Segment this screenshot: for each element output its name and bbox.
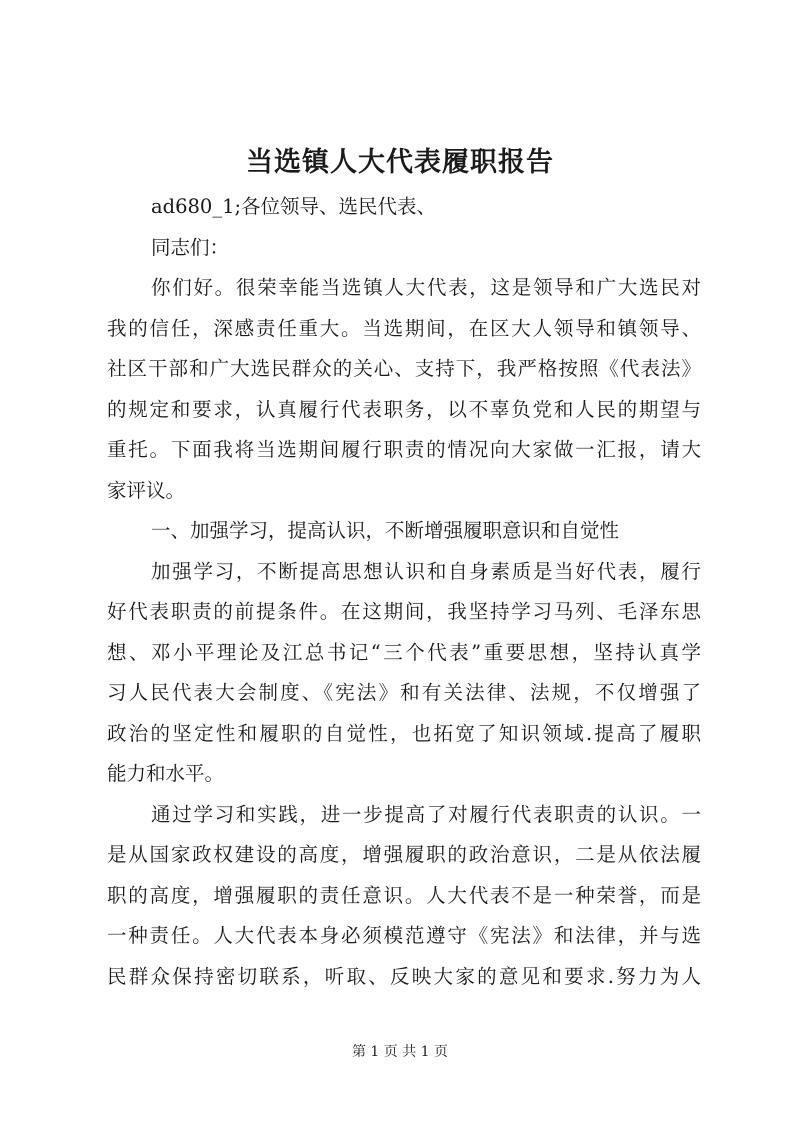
paragraph-line: 的规定和要求，认真履行代表职务，以不辜负党和人民的期望与 [107,397,701,421]
paragraph-line: 通过学习和实践，进一步提高了对履行代表职责的认识。一 [151,802,701,826]
paragraph-line: 好代表职责的前提条件。在这期间，我坚持学习马列、毛泽东思 [107,600,701,623]
paragraph-line: 是从国家政权建设的高度，增强履职的政治意识，二是从依法履 [107,843,701,866]
paragraph-line: 职的高度，增强履职的责任意识。人大代表不是一种荣誉，而是 [107,883,701,907]
salutation-line: ad680_1;各位领导、选民代表、 [151,195,437,218]
paragraph-line: 想、邓小平理论及江总书记“三个代表”重要思想，坚持认真学 [107,640,701,664]
paragraph-line: 加强学习，不断提高思想认识和自身素质是当好代表，履行 [151,559,701,583]
paragraph-line: 社区干部和广大选民群众的关心、支持下，我严格按照《代表法》 [107,357,701,380]
paragraph-line: 家评议。 [107,478,186,502]
paragraph-line: 民群众保持密切联系，听取、反映大家的意见和要求.努力为人 [107,964,701,988]
salutation-line: 同志们： [151,235,230,259]
paragraph-line: 能力和水平。 [107,762,225,785]
page-footer: 第 1 页 共 1 页 [351,1044,449,1060]
paragraph-line: 政治的坚定性和履职的自觉性，也拓宽了知识领域.提高了履职 [107,721,701,745]
paragraph-line: 我的信任，深感责任重大。当选期间，在区大人领导和镇领导、 [107,316,701,340]
paragraph-line: 一种责任。人大代表本身必须模范遵守《宪法》和法律，并与选 [107,924,701,947]
paragraph-line: 习人民代表大会制度、《宪法》和有关法律、法规，不仅增强了 [107,681,701,704]
paragraph-line: 重托。下面我将当选期间履行职责的情况向大家做一汇报，请大 [107,438,701,461]
document-title: 当选镇人大代表履职报告 [246,147,554,178]
paragraph-line: 你们好。很荣幸能当选镇人大代表，这是领导和广大选民对 [151,276,701,299]
section-heading: 一、加强学习，提高认识，不断增强履职意识和自觉性 [151,519,620,542]
document-body [107,187,701,997]
